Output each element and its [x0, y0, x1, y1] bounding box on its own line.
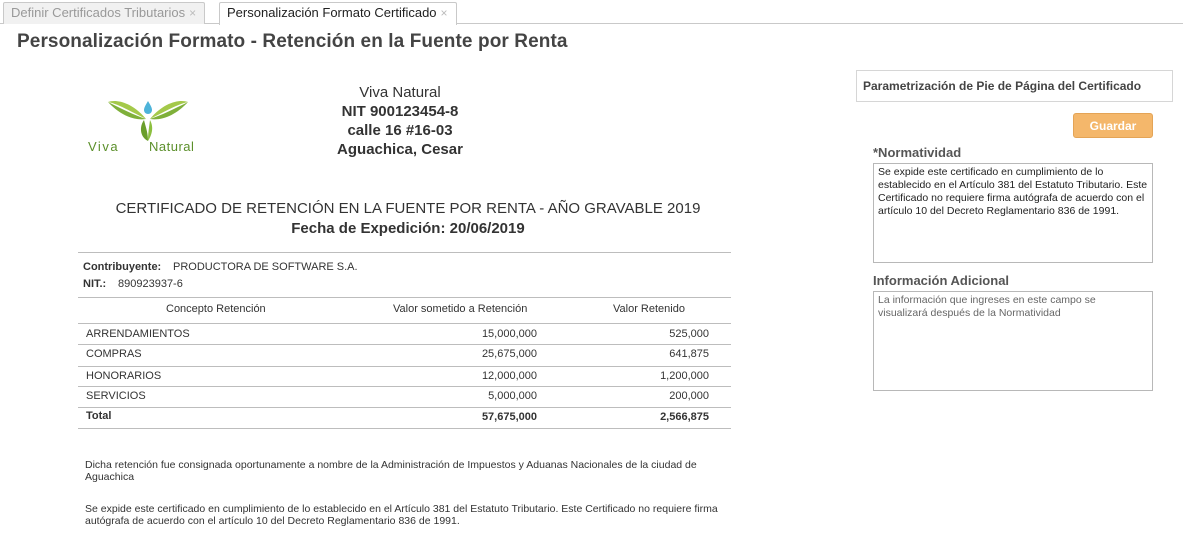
logo-text-natural: Natural	[149, 139, 195, 154]
page-title: Personalización Formato - Retención en la Fuente por Renta	[17, 31, 568, 52]
company-city: Aguachica, Cesar	[337, 141, 463, 158]
header-valor-sometido: Valor sometido a Retención	[393, 303, 528, 315]
water-drop-icon	[144, 101, 152, 114]
leaf-right-icon	[150, 101, 188, 119]
table-row	[78, 366, 731, 387]
row-concept: HONORARIOS	[86, 370, 162, 382]
divider	[78, 252, 731, 253]
total-base: 57,675,000	[481, 411, 537, 423]
tab-definir-certificados[interactable]	[3, 2, 205, 24]
issue-date: Fecha de Expedición: 20/06/2019	[291, 220, 525, 237]
company-logo	[86, 93, 218, 157]
row-withheld: 1,200,000	[660, 370, 709, 382]
row-concept: ARRENDAMIENTOS	[86, 328, 190, 340]
row-withheld: 200,000	[669, 390, 709, 402]
footer-panel-header: Parametrización de Pie de Página del Certificado	[856, 70, 1173, 102]
tab-personalizacion-formato[interactable]	[219, 2, 457, 25]
row-base: 12,000,000	[481, 370, 537, 382]
row-withheld: 641,875	[669, 348, 709, 360]
company-name: Viva Natural	[359, 84, 441, 101]
tab-bar	[0, 0, 1183, 24]
taxpayer-nit-label: NIT.:	[83, 278, 107, 290]
regulation-note: Se expide este certificado en cumplimiento de lo establecido en el Artículo 381 del Estatuto Tributario. Este Certificado no requiere firma autógrafa de acuerdo con el artículo 10 del Decreto Reglamentario 836 de 1991.	[85, 503, 718, 527]
divider	[78, 428, 731, 429]
consigned-note: Dicha retención fue consignada oportunamente a nombre de la Administración de Impuestos y Aduanas Nacionales de la ciudad de Aguachica	[85, 459, 697, 483]
tab-label: Personalización Formato Certificado	[227, 5, 437, 20]
sprout-icon	[141, 120, 148, 141]
info-adicional-label: Información Adicional	[873, 273, 1010, 288]
row-concept: COMPRAS	[86, 348, 142, 360]
row-base: 5,000,000	[488, 390, 537, 402]
close-icon[interactable]: ×	[440, 6, 448, 20]
taxpayer-nit-line	[83, 278, 183, 290]
logo-text-viva: Viva	[88, 139, 120, 154]
taxpayer-line	[83, 261, 358, 273]
table-row	[78, 386, 731, 407]
table-total-row	[78, 406, 731, 427]
save-button[interactable]: Guardar	[1073, 113, 1153, 138]
info-adicional-textarea[interactable]	[873, 291, 1153, 391]
normatividad-label: *Normatividad	[873, 145, 962, 160]
taxpayer-name: PRODUCTORA DE SOFTWARE S.A.	[173, 261, 358, 273]
certificate-title: CERTIFICADO DE RETENCIÓN EN LA FUENTE POR RENTA - AÑO GRAVABLE 2019	[115, 200, 701, 217]
normatividad-textarea[interactable]	[873, 163, 1153, 263]
row-withheld: 525,000	[669, 328, 709, 340]
header-concepto: Concepto Retención	[166, 303, 266, 315]
taxpayer-nit: 890923937-6	[118, 278, 183, 290]
divider	[78, 297, 731, 298]
company-nit: NIT 900123454-8	[341, 103, 459, 120]
close-icon[interactable]: ×	[189, 6, 197, 20]
total-withheld: 2,566,875	[660, 411, 709, 423]
row-base: 25,675,000	[481, 348, 537, 360]
certificate-title-block	[78, 199, 738, 239]
table-row	[78, 324, 731, 345]
taxpayer-label: Contribuyente:	[83, 261, 162, 273]
row-base: 15,000,000	[481, 328, 537, 340]
company-info	[300, 83, 500, 159]
tab-label: Definir Certificados Tributarios	[11, 5, 186, 20]
table-row	[78, 344, 731, 365]
total-label: Total	[86, 410, 112, 422]
row-concept: SERVICIOS	[86, 390, 146, 402]
header-valor-retenido: Valor Retenido	[613, 303, 685, 315]
leaf-left-icon	[108, 101, 146, 119]
company-address: calle 16 #16-03	[347, 122, 453, 139]
